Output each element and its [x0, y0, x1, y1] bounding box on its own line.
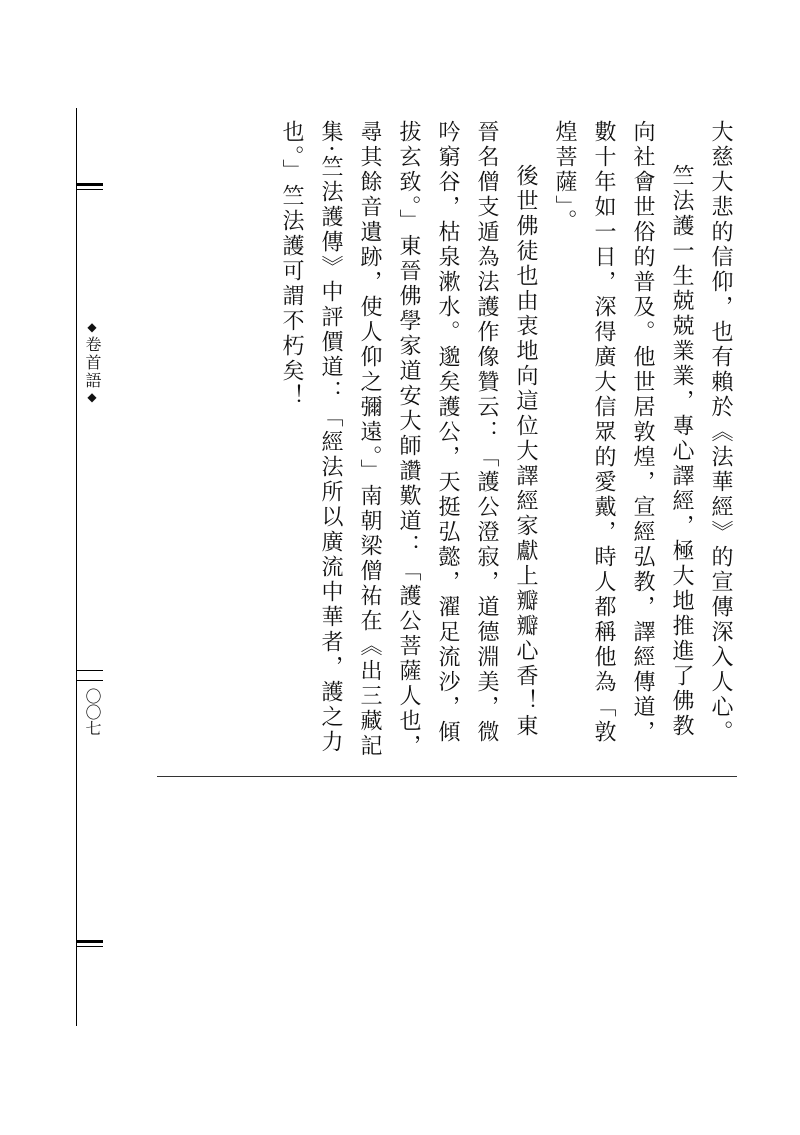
- diamond-icon: ◆: [85, 390, 99, 406]
- top-double-rule-thin: [76, 189, 103, 190]
- margin-rule: [76, 108, 77, 1026]
- paragraph: 後世佛徒也由衷地向這位大譯經家獻上瓣瓣心香！東晉名僧支遁為法護作像贊云：「護公澄寂，道德淵美，微吟窮谷，枯泉漱水。邈矣護公，天挺弘懿，濯足流沙，傾拔玄致。」東晉佛學家道安大師讚歎道：「護公菩薩人也，尋其餘音遺跡，使人仰之彌遠。」南朝梁僧祐在《出三藏記集·竺法護傳》中評價道：「經法所以廣流中華者，護之力也。」竺法護可謂不朽矣！: [279, 120, 538, 759]
- diamond-icon: ◆: [85, 320, 99, 336]
- bottom-double-rule: [76, 940, 103, 943]
- chapter-title-vertical: [80, 320, 104, 406]
- folio-rule-top: [76, 670, 103, 671]
- page-number: 〇〇七: [83, 688, 102, 736]
- text-bottom-rule: [157, 776, 737, 777]
- bottom-double-rule-thin: [76, 946, 103, 947]
- top-double-rule: [76, 183, 103, 186]
- chapter-title: 卷首語: [83, 336, 102, 390]
- body-text: [270, 120, 740, 760]
- paragraph: 竺法護一生兢兢業業，專心譯經，極大地推進了佛教向社會世俗的普及。他世居敦煌，宣經弘教，譯經傳道，數十年如一日，深得廣大信眾的愛戴，時人都稱他為「敦煌菩薩」。: [552, 120, 694, 745]
- paragraph: 大慈大悲的信仰，也有賴於《法華經》的宣傳深入人心。: [708, 120, 733, 745]
- folio-rule-bottom: [76, 680, 103, 681]
